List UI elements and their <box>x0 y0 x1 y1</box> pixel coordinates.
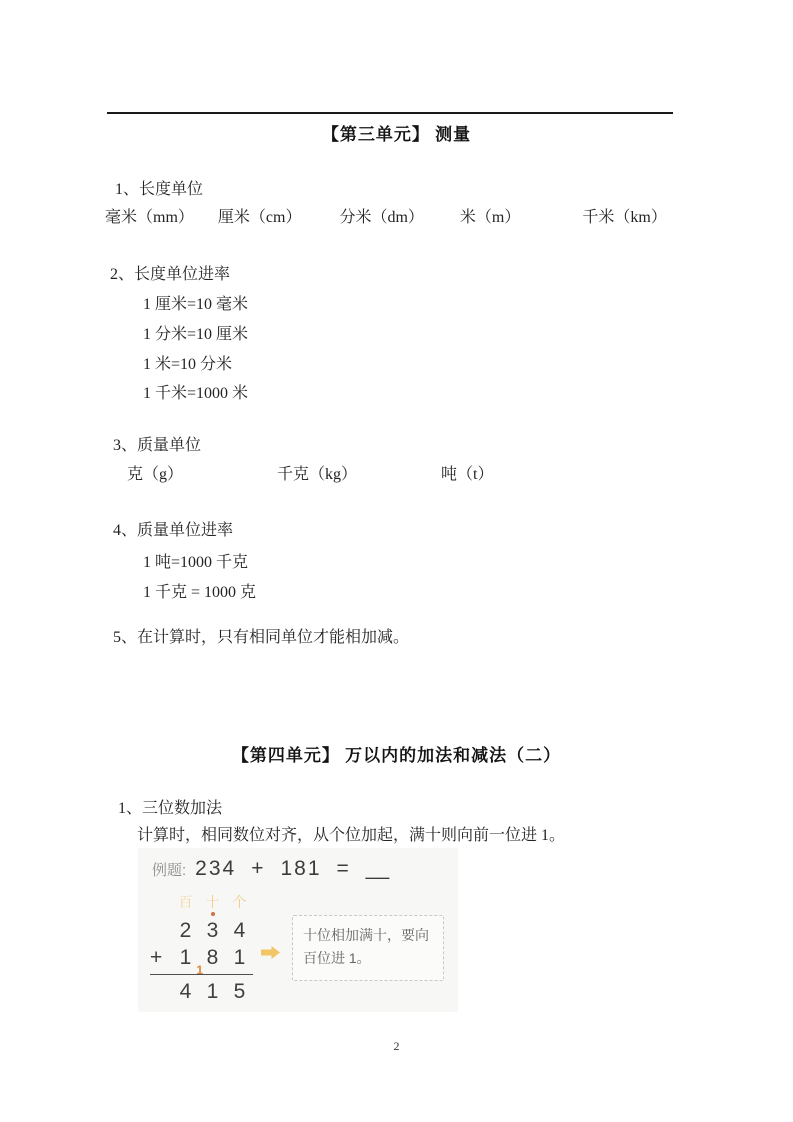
unit-m: 米（m） <box>459 209 521 226</box>
unit-dm: 分米（dm） <box>339 209 424 226</box>
note-line2: 百位进 1。 <box>303 950 371 967</box>
section4-heading: 4、质量单位进率 <box>113 522 234 539</box>
right-arrow-icon <box>261 945 281 960</box>
unit-kg: 千克（kg） <box>277 466 358 483</box>
addend1-row: 2 3 4 <box>179 918 246 942</box>
example-panel <box>138 848 458 1012</box>
length-rate-item: 1 厘米=10 毫米 <box>143 296 249 313</box>
carry-dot-icon <box>211 912 215 916</box>
column-plus-sign: + <box>150 945 163 969</box>
mass-units-row <box>127 461 493 484</box>
addend2-value: 181 <box>280 857 322 880</box>
addend2-row: + 1 1 8 1 <box>150 945 246 977</box>
carry-digit: 1 <box>196 963 203 977</box>
header-rule <box>107 112 673 114</box>
length-rate-item: 1 千米=1000 米 <box>143 385 249 402</box>
answer-blank: __ <box>365 857 390 880</box>
unit-km: 千米（km） <box>582 209 667 226</box>
sum-row: 4 1 5 <box>179 980 246 1003</box>
unit-cm: 厘米（cm） <box>217 209 302 226</box>
length-rate-item: 1 米=10 分米 <box>143 356 233 373</box>
unit-g: 克（g） <box>127 466 184 483</box>
mass-rate-item: 1 千克 = 1000 克 <box>143 584 257 601</box>
length-rate-item: 1 分米=10 厘米 <box>143 326 249 343</box>
column-addition <box>150 894 253 1007</box>
unit-t: 吨（t） <box>441 466 494 483</box>
example-label: 例题: <box>152 862 187 879</box>
section5-heading: 5、在计算时，只有相同单位才能相加减。 <box>113 629 410 646</box>
topic1-heading: 1、三位数加法 <box>118 800 223 817</box>
topic1-description: 计算时，相同数位对齐，从个位加起，满十则向前一位进 1。 <box>137 827 566 844</box>
section3-heading: 3、质量单位 <box>113 437 202 454</box>
example-equation <box>152 857 389 881</box>
unit4-title: 【第四单元】 万以内的加法和减法（二） <box>231 746 562 765</box>
place-tens-label: 十 <box>199 894 226 910</box>
mass-rate-item: 1 吨=1000 千克 <box>143 554 249 571</box>
carry-note-box <box>292 915 444 981</box>
unit3-title: 【第三单元】 测量 <box>321 125 472 144</box>
unit-mm: 毫米（mm） <box>105 209 194 226</box>
section1-heading: 1、长度单位 <box>115 181 204 198</box>
length-units-row <box>105 204 667 227</box>
place-hundreds-label: 百 <box>178 894 193 910</box>
section2-heading: 2、长度单位进率 <box>110 266 231 283</box>
equals-sign: = <box>336 857 351 880</box>
place-value-header <box>150 894 253 910</box>
plus-sign: + <box>251 857 266 880</box>
note-line1: 十位相加满十，要向 <box>303 927 429 943</box>
place-ones-label: 个 <box>232 894 247 910</box>
addend1-value: 234 <box>195 857 237 880</box>
page-number: 2 <box>393 1039 400 1053</box>
